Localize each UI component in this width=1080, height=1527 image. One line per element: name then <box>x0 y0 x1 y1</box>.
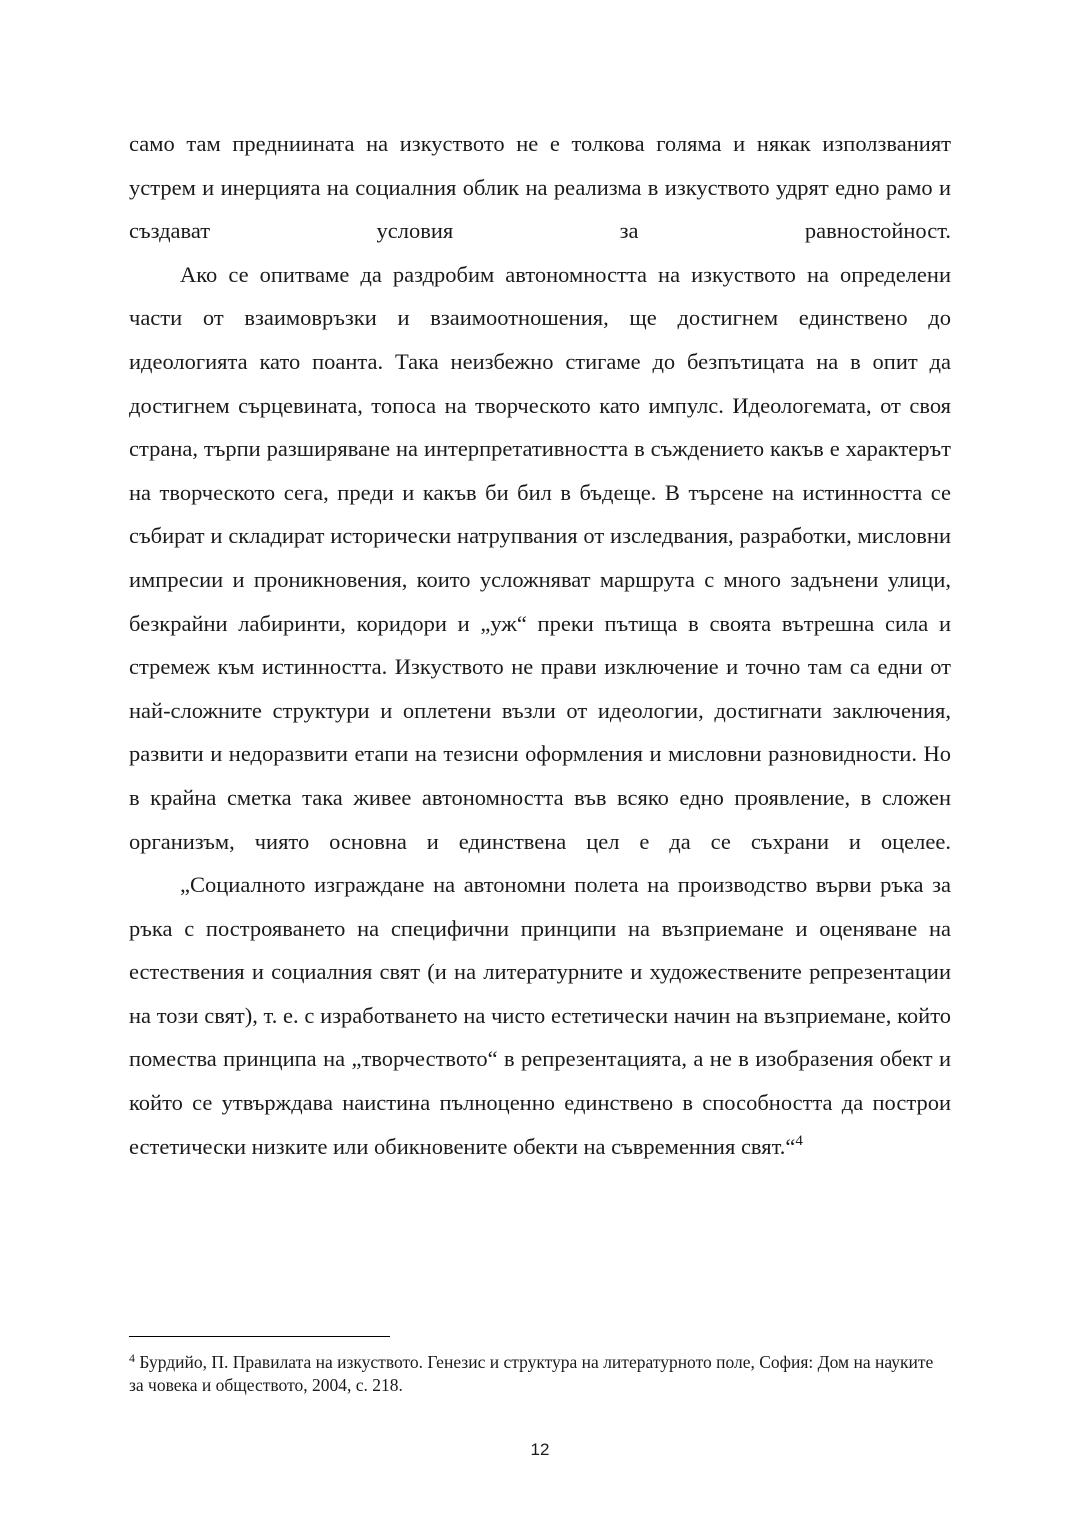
footnote-reference[interactable]: 4 <box>795 1132 803 1149</box>
footnote <box>129 1351 951 1397</box>
footnote-text: Бурдийо, П. Правилата на изкуството. Генезис и структура на литературното поле, София: Дом на науките за човека и обществото, 2004, с. 218. <box>129 1352 934 1395</box>
paragraph-3-quote <box>129 863 951 1168</box>
paragraph-2: Ако се опитваме да раздробим автономността на изкуството на определени части от взаимовръзки и взаимоотношения, ще достигнем единствено до идеологията като поанта. Така неизбежно стигаме до безпътицата на в опит да достигнем сърцевината, топоса на творческото като импулс. Идеологемата, от своя страна, търпи разширяване на интерпретативността в съждението какъв е характерът на творческото сега, преди и какъв би бил в бъдеще. В търсене на истинността се събират и складират исторически натрупвания от изследвания, разработки, мисловни импресии и проникновения, които усложняват маршрута с много задънени улици, безкрайни лабиринти, коридори и „уж“ преки пътища в своята вътрешна сила и стремеж към истинността. Изкуството не прави изключение и точно там са едни от най-сложните структури и оплетени възли от идеологии, достигнати заключения, развити и недоразвити етапи на тезисни оформления и мисловни разновидности. Но в крайна сметка така живее автономността във всяко едно проявление, в сложен организъм, чиято основна и единствена цел е да се съхрани и оцелее. <box>129 261 951 854</box>
footnote-separator <box>129 1336 390 1337</box>
page-number: 12 <box>530 1440 550 1459</box>
body-text <box>129 122 951 1168</box>
footnote-number: 4 <box>129 1351 135 1365</box>
quote-text: „Социалното изграждане на автономни полета на производство върви ръка за ръка с построяването на специфични принципи на възприемане и оценяване на естествения и социалния свят (и на литературните и художествените репрезентации на този свят), т. е. с изработването на чисто естетически начин на възприемане, който помества принципа на „творчеството“ в репрезентацията, а не в изобразения обект и който се утвърждава наистина пълноценно единствено в способността да построи естетически низките или обикновените обекти на съвременния свят.“ <box>129 872 951 1159</box>
paragraph-1: само там предниината на изкуството не е толкова голяма и някак използваният устрем и инерцията на социалния облик на реализма в изкуството удрят едно рамо и създават условия за равностойност. <box>129 131 951 244</box>
